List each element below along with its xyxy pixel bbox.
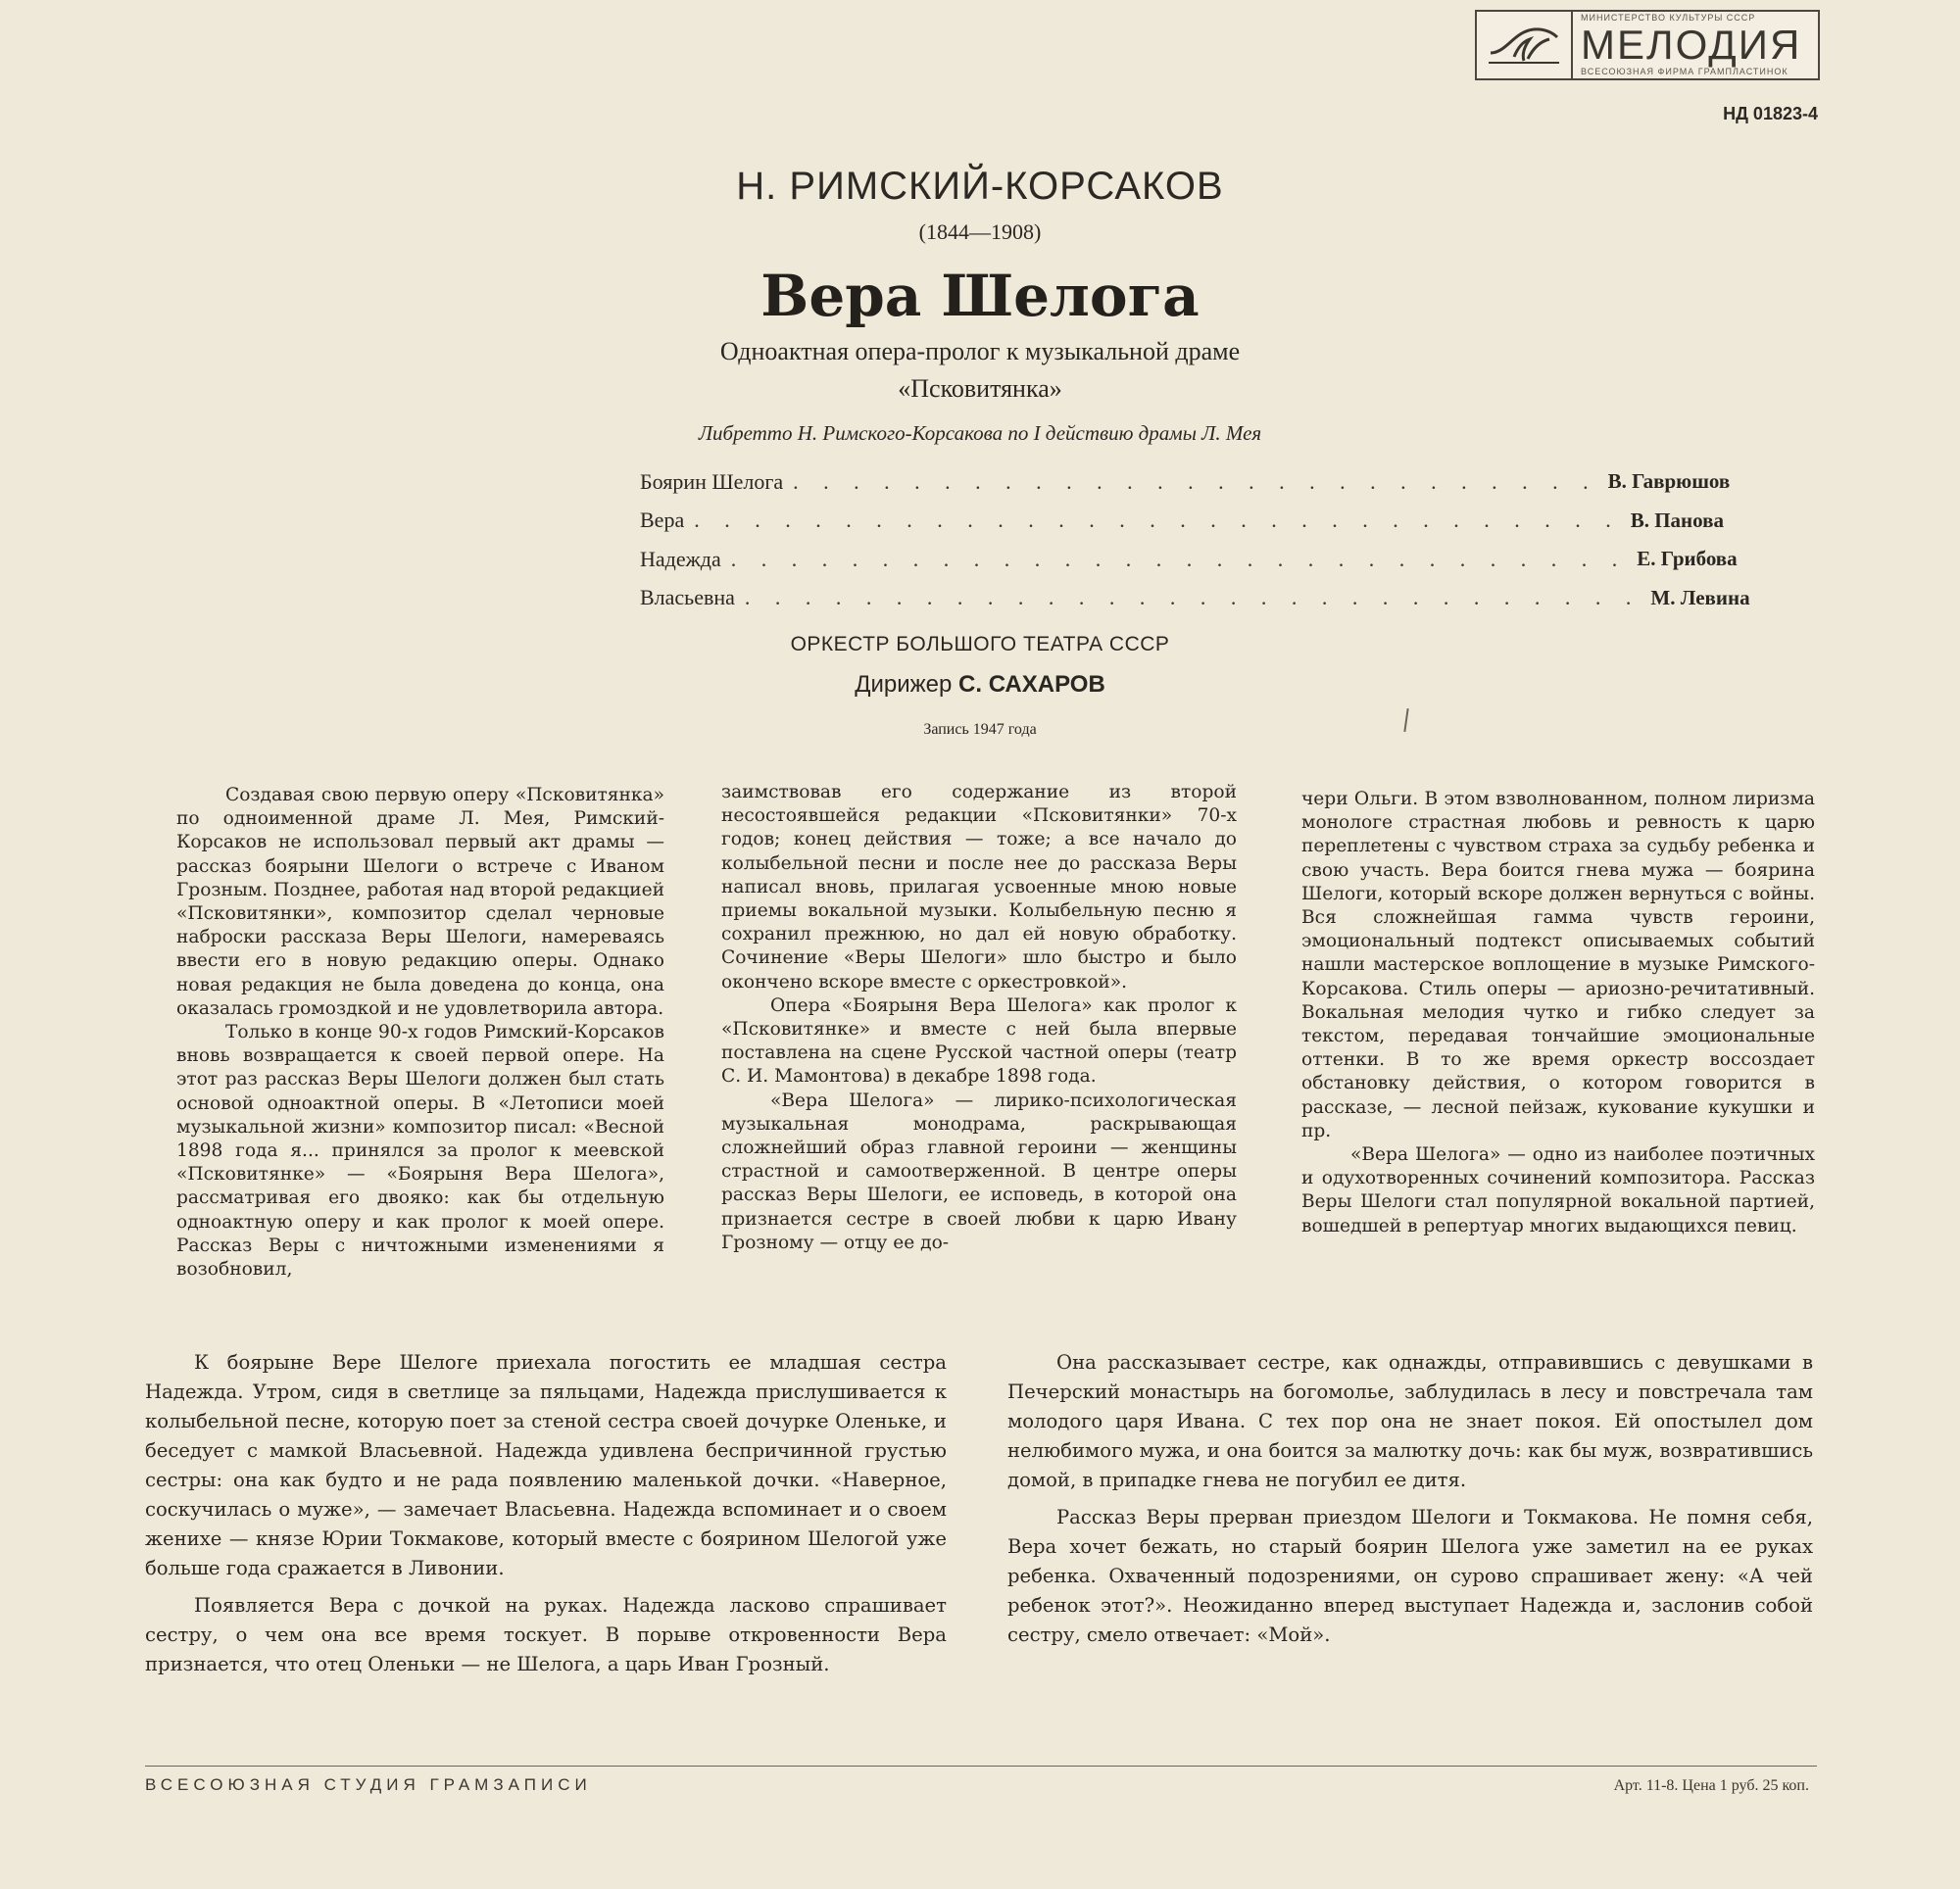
- conductor-credit: [0, 671, 1960, 699]
- cast-role: Надежда: [640, 546, 721, 571]
- synopsis-paragraph: Она рассказывает сестре, как однажды, отправившись с девушками в Печерский монастырь на богомолье, заблудилась в лесу и повстречала там молодого царя Ивана. С тех пор она не знает покоя. Ей опостылел дом нелюбимого мужа, и она боится за малютку дочь: как бы муж, возвратившись домой, в припадке гнева не погубил ее дитя.: [1007, 1351, 1813, 1491]
- melodiya-emblem-icon: [1477, 12, 1573, 78]
- footer-divider: [145, 1766, 1817, 1767]
- conductor-label: Дирижер: [855, 671, 953, 698]
- melodiya-logo: [1475, 10, 1820, 80]
- cast-row: [640, 540, 1738, 579]
- opera-title: Вера Шелога: [760, 263, 1200, 329]
- cast-singer: Е. Грибова: [1637, 547, 1738, 571]
- orchestra-credit: ОРКЕСТР БОЛЬШОГО ТЕАТРА СССР: [790, 633, 1170, 655]
- cast-role: Власьевна: [640, 585, 735, 610]
- notes-paragraph: чери Ольги. В этом взволнованном, полном лиризма монологе страстная любовь и ревность к царю переплетены с чувством страха за судьбу ребенка и свою участь. Вера боится гнева мужа — боярина Шелоги, который вскоре должен вернуться с войны. Вся сложнейшая гамма чувств героини, эмоциональный подтекст описываемых событий нашли мастерское воплощение в музыке Римского-Корсакова. Стиль оперы — ариозно-речитативный. Вокальная мелодия чутко и гибко следует за текстом, передавая тончайшие эмоциональные оттенки. В то же время оркестр воссоздает обстановку действия, о котором говорится в рассказе, — лесной пейзаж, кукование кукушки и пр.: [1301, 789, 1815, 1141]
- logo-top-line: МИНИСТЕРСТВО КУЛЬТУРЫ СССР: [1581, 13, 1756, 23]
- conductor-name: С. САХАРОВ: [958, 671, 1105, 698]
- composer-name: Н. РИМСКИЙ-КОРСАКОВ: [736, 165, 1224, 208]
- cast-leader-dots: . . . . . . . . . . . . . . . . . . . . . . . . . . .: [793, 468, 1598, 494]
- notes-paragraph: «Вера Шелога» — одно из наиболее поэтичных и одухотворенных сочинений композитора. Рассказ Веры Шелоги стал популярной вокальной партией, вошедшей в репертуар многих выдающихся певиц.: [1301, 1144, 1815, 1236]
- subtitle-line-2: «Псковитянка»: [898, 374, 1062, 403]
- synopsis-left: [145, 1348, 947, 1679]
- cast-role: Боярин Шелога: [640, 468, 784, 494]
- notes-paragraph: «Вера Шелога» — лирико-психологическая музыкальная монодрама, раскрывающая сложнейший образ главной героини — женщины страстной и самоотверженной. В центре оперы рассказ Веры Шелоги, ее исповедь, в которой она признается сестре в своей любви к царю Ивану Грозному — отцу ее до-: [721, 1090, 1237, 1253]
- notes-paragraph: Создавая свою первую оперу «Псковитянка» по одноименной драме Л. Мея, Римский-Корсаков не использовал первый акт драмы — рассказ боярыни Шелоги о встрече с Иваном Грозным. Позднее, работая над второй редакцией «Псковитянки», композитор сделал черновые наброски рассказа Веры Шелоги, намереваясь ввести его в новую редакцию оперы. Однако новая редакция не была доведена до конца, она оказалась громоздкой и не удовлетворила автора.: [176, 785, 664, 1019]
- cast-row: [640, 502, 1724, 541]
- cast-singer: М. Левина: [1650, 585, 1750, 609]
- synopsis-paragraph: К боярыне Вере Шелоге приехала погостить ее младшая сестра Надежда. Утром, сидя в светлице за пяльцами, Надежда прислушивается к колыбельной песне, которую поет за стеной сестра своей дочурке Оленьке, и беседует с мамкой Власьевной. Надежда удивлена беспричинной грустью сестры: она как будто и не рада появлению маленькой дочки. «Наверное, соскучилась о муже», — замечает Власьевна. Надежда вспоминает и о своем женихе — князе Юрии Токмакове, который вместе с боярином Шелогой уже больше года сражается в Ливонии.: [145, 1351, 947, 1579]
- price-label: Арт. 11-8. Цена 1 руб. 25 коп.: [1613, 1777, 1809, 1794]
- cast-row: [640, 462, 1731, 502]
- opera-subtitle: [0, 333, 1960, 408]
- logo-name: МЕЛОДИЯ: [1581, 22, 1802, 68]
- notes-column-1: [176, 784, 664, 1282]
- cast-leader-dots: . . . . . . . . . . . . . . . . . . . . . . . . . . . . . .: [730, 546, 1628, 571]
- cast-singer: В. Гаврюшов: [1607, 469, 1731, 494]
- synopsis-paragraph: Появляется Вера с дочкой на руках. Надежда ласково спрашивает сестру, о чем она все время тоскует. В порыве откровенности Вера признается, что отец Оленьки — не Шелога, а царь Иван Грозный.: [145, 1594, 947, 1675]
- cast-leader-dots: . . . . . . . . . . . . . . . . . . . . . . . . . . . . . . .: [694, 508, 1621, 533]
- studio-name: ВСЕСОЮЗНАЯ СТУДИЯ ГРАМЗАПИСИ: [145, 1775, 592, 1794]
- notes-paragraph: Только в конце 90-х годов Римский-Корсаков вновь возвращается к своей первой опере. На этот раз рассказ Веры Шелоги должен был стать основой одноактной оперы. В «Летописи моей музыкальной жизни» композитор писал: «Весной 1898 года я... принялся за пролог к меевской «Псковитянке» — «Боярыня Вера Шелога», рассматривая его двояко: как бы отдельную одноактную оперу и как пролог к моей опере. Рассказ Веры с ничтожными изменениями я возобновил,: [176, 1022, 664, 1281]
- cast-row: [640, 579, 1750, 618]
- recording-year: Запись 1947 года: [923, 721, 1037, 738]
- notes-column-3: [1301, 788, 1815, 1238]
- libretto-credit: Либретто Н. Римского-Корсакова по I действию драмы Л. Мея: [698, 421, 1262, 445]
- composer-years: (1844—1908): [918, 219, 1042, 244]
- catalog-number: НД 01823-4: [1723, 104, 1818, 123]
- synopsis-right: [1007, 1348, 1813, 1650]
- synopsis-paragraph: Рассказ Веры прерван приездом Шелоги и Токмакова. Не помня себя, Вера хочет бежать, но старый боярин Шелога уже заметил на ее руках ребенка. Охваченный подозрениями, он сурово спрашивает жену: «А чей ребенок этот?». Неожиданно вперед выступает Надежда и, заслонив собой сестру, смело отвечает: «Мой».: [1007, 1506, 1813, 1646]
- cast-singer: В. Панова: [1630, 508, 1724, 532]
- logo-bottom-line: ВСЕСОЮЗНАЯ ФИРМА ГРАМПЛАСТИНОК: [1581, 67, 1788, 76]
- cast-role: Вера: [640, 508, 685, 533]
- notes-column-2: [721, 781, 1237, 1255]
- notes-paragraph: Опера «Боярыня Вера Шелога» как пролог к «Псковитянке» и вместе с ней была впервые поставлена на сцене Русской частной оперы (театр С. И. Мамонтова) в декабре 1898 года.: [721, 994, 1237, 1088]
- subtitle-line-1: Одноактная опера-пролог к музыкальной драме: [719, 337, 1241, 365]
- cast-list: [640, 462, 1750, 617]
- cast-leader-dots: . . . . . . . . . . . . . . . . . . . . . . . . . . . . . .: [744, 585, 1642, 610]
- notes-paragraph: заимствовав его содержание из второй несостоявшейся редакции «Псковитянки» 70-х годов; конец действия — тоже; а все начало до колыбельной песни и после нее до рассказа Веры написал вновь, прилагая усвоенные мною новые приемы вокальной музыки. Колыбельную песню я сохранил прежнюю, но дал ей новую обработку. Сочинение «Веры Шелоги» шло быстро и было окончено вскоре вместе с оркестровкой».: [721, 782, 1237, 993]
